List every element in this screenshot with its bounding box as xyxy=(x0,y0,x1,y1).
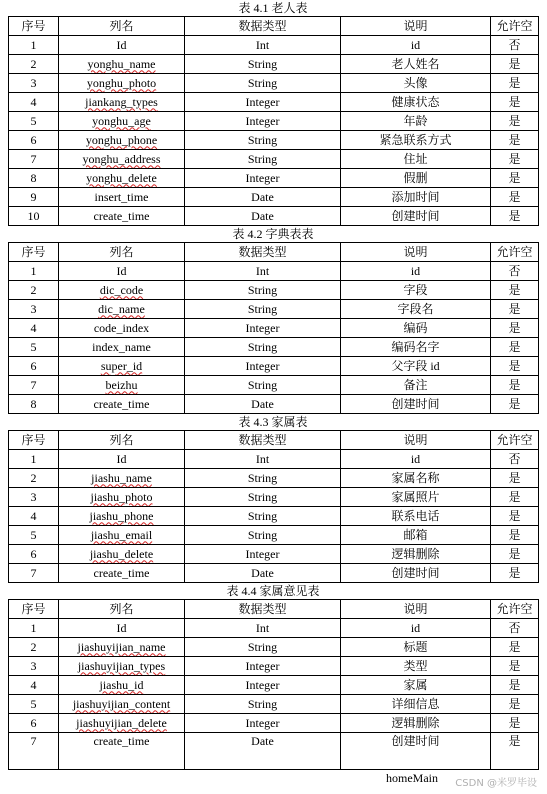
table-cell: 假删 xyxy=(341,169,491,188)
table-cell: 4 xyxy=(9,93,59,112)
table-cell: 邮箱 xyxy=(341,526,491,545)
table-cell: 是 xyxy=(491,714,539,733)
column-header: 序号 xyxy=(9,431,59,450)
table-cell: jiashuyijian_name xyxy=(59,638,185,657)
table-cell: String xyxy=(185,488,341,507)
table-cell: 是 xyxy=(491,733,539,770)
table-cell: Integer xyxy=(185,112,341,131)
table-cell: 是 xyxy=(491,545,539,564)
table-cell: 健康状态 xyxy=(341,93,491,112)
table-cell: String xyxy=(185,131,341,150)
table-cell: 住址 xyxy=(341,150,491,169)
table-cell: 2 xyxy=(9,638,59,657)
table-cell: String xyxy=(185,376,341,395)
table-cell: 否 xyxy=(491,450,539,469)
table-cell: 编码名字 xyxy=(341,338,491,357)
table-cell: 5 xyxy=(9,695,59,714)
table-cell: dic_code xyxy=(59,281,185,300)
table-row xyxy=(9,657,539,676)
table-cell: jiashu_photo xyxy=(59,488,185,507)
table-cell: 否 xyxy=(491,36,539,55)
table-cell: jiashu_email xyxy=(59,526,185,545)
table-cell: 是 xyxy=(491,300,539,319)
header-row xyxy=(9,600,539,619)
table-cell: Int xyxy=(185,619,341,638)
table-cell: yonghu_address xyxy=(59,150,185,169)
table-cell: 家属照片 xyxy=(341,488,491,507)
table-cell: 是 xyxy=(491,188,539,207)
column-header: 说明 xyxy=(341,431,491,450)
table-cell: Date xyxy=(185,207,341,226)
table-cell: 老人姓名 xyxy=(341,55,491,74)
table-cell: dic_name xyxy=(59,300,185,319)
table-row xyxy=(9,526,539,545)
column-header: 允许空 xyxy=(491,431,539,450)
table-cell: String xyxy=(185,300,341,319)
column-header: 列名 xyxy=(59,17,185,36)
table-cell: Date xyxy=(185,564,341,583)
table-cell: 6 xyxy=(9,714,59,733)
table-cell: 联系电话 xyxy=(341,507,491,526)
table-cell: Int xyxy=(185,36,341,55)
table-caption: 表 4.1 老人表 xyxy=(238,1,308,15)
table-cell: 年龄 xyxy=(341,112,491,131)
table-cell: 1 xyxy=(9,262,59,281)
table-cell: 7 xyxy=(9,733,59,770)
table-cell: 是 xyxy=(491,657,539,676)
header-row xyxy=(9,243,539,262)
table-cell: yonghu_delete xyxy=(59,169,185,188)
table-cell: 7 xyxy=(9,564,59,583)
table-cell: 6 xyxy=(9,545,59,564)
table-cell: 备注 xyxy=(341,376,491,395)
table-cell: Id xyxy=(59,36,185,55)
table-cell: 3 xyxy=(9,488,59,507)
table-row xyxy=(9,281,539,300)
data-table xyxy=(8,16,539,226)
table-cell: Date xyxy=(185,733,341,770)
table-cell: 是 xyxy=(491,150,539,169)
table-cell: 逻辑删除 xyxy=(341,714,491,733)
table-cell: 是 xyxy=(491,207,539,226)
table-cell: jiashuyijian_content xyxy=(59,695,185,714)
table-row xyxy=(9,733,539,770)
table-cell: 是 xyxy=(491,676,539,695)
table-cell: Integer xyxy=(185,545,341,564)
header-row xyxy=(9,431,539,450)
table-cell: 头像 xyxy=(341,74,491,93)
data-table xyxy=(8,599,539,770)
table-cell: 2 xyxy=(9,469,59,488)
table-cell: Integer xyxy=(185,169,341,188)
table-cell: yonghu_age xyxy=(59,112,185,131)
table-cell: String xyxy=(185,507,341,526)
table-row xyxy=(9,93,539,112)
table-cell: 创建时间 xyxy=(341,733,491,770)
table-row xyxy=(9,619,539,638)
table-row xyxy=(9,74,539,93)
table-cell: create_time xyxy=(59,207,185,226)
table-cell: String xyxy=(185,150,341,169)
column-header: 允许空 xyxy=(491,600,539,619)
table-cell: 创建时间 xyxy=(341,564,491,583)
csdn-watermark: CSDN @米罗毕设 xyxy=(455,778,537,789)
table-cell: jiashu_id xyxy=(59,676,185,695)
table-cell: 是 xyxy=(491,281,539,300)
table-cell: 字段 xyxy=(341,281,491,300)
table-cell: id xyxy=(341,36,491,55)
table-row xyxy=(9,357,539,376)
table-cell: 7 xyxy=(9,376,59,395)
table-cell: jiashuyijian_delete xyxy=(59,714,185,733)
table-cell: 是 xyxy=(491,93,539,112)
table-cell: 3 xyxy=(9,300,59,319)
column-header: 说明 xyxy=(341,17,491,36)
table-row xyxy=(9,36,539,55)
table-cell: yonghu_photo xyxy=(59,74,185,93)
table-caption: 表 4.3 家属表 xyxy=(238,415,308,429)
table-cell: 是 xyxy=(491,395,539,414)
table-cell: Id xyxy=(59,262,185,281)
table-cell: beizhu xyxy=(59,376,185,395)
table-cell: 编码 xyxy=(341,319,491,338)
table-cell: 7 xyxy=(9,150,59,169)
column-header: 数据类型 xyxy=(185,431,341,450)
column-header: 序号 xyxy=(9,600,59,619)
table-cell: Date xyxy=(185,188,341,207)
table-cell: 字段名 xyxy=(341,300,491,319)
table-cell: 5 xyxy=(9,526,59,545)
table-cell: String xyxy=(185,469,341,488)
table-cell: 是 xyxy=(491,338,539,357)
column-header: 列名 xyxy=(59,243,185,262)
table-cell: 是 xyxy=(491,526,539,545)
table-cell: String xyxy=(185,638,341,657)
table-cell: Date xyxy=(185,395,341,414)
table-cell: 创建时间 xyxy=(341,207,491,226)
table-cell: 紧急联系方式 xyxy=(341,131,491,150)
table-cell: Id xyxy=(59,619,185,638)
table-cell: jiashu_name xyxy=(59,469,185,488)
table-cell: String xyxy=(185,74,341,93)
table-cell: 是 xyxy=(491,638,539,657)
column-header: 数据类型 xyxy=(185,17,341,36)
table-cell: 是 xyxy=(491,507,539,526)
table-cell: yonghu_name xyxy=(59,55,185,74)
table-cell: 创建时间 xyxy=(341,395,491,414)
table-cell: 是 xyxy=(491,469,539,488)
table-cell: yonghu_phone xyxy=(59,131,185,150)
table-row xyxy=(9,131,539,150)
table-row xyxy=(9,169,539,188)
table-cell: 是 xyxy=(491,376,539,395)
table-row xyxy=(9,207,539,226)
table-cell: 是 xyxy=(491,74,539,93)
table-cell: 2 xyxy=(9,281,59,300)
table-cell: jiashu_delete xyxy=(59,545,185,564)
table-cell: 逻辑删除 xyxy=(341,545,491,564)
table-row xyxy=(9,338,539,357)
column-header: 允许空 xyxy=(491,243,539,262)
table-cell: 6 xyxy=(9,357,59,376)
table-cell: 家属 xyxy=(341,676,491,695)
table-cell: 4 xyxy=(9,676,59,695)
table-caption: 表 4.4 家属意见表 xyxy=(226,584,320,598)
table-row xyxy=(9,714,539,733)
table-cell: create_time xyxy=(59,564,185,583)
table-cell: String xyxy=(185,526,341,545)
table-cell: 否 xyxy=(491,619,539,638)
table-cell: 是 xyxy=(491,488,539,507)
table-row xyxy=(9,638,539,657)
table-cell: 4 xyxy=(9,507,59,526)
column-header: 列名 xyxy=(59,600,185,619)
table-row xyxy=(9,469,539,488)
table-row xyxy=(9,676,539,695)
table-cell: super_id xyxy=(59,357,185,376)
header-row xyxy=(9,17,539,36)
data-table xyxy=(8,242,539,414)
table-cell: 4 xyxy=(9,319,59,338)
table-cell: 是 xyxy=(491,319,539,338)
table-cell: 1 xyxy=(9,619,59,638)
table-cell: 5 xyxy=(9,112,59,131)
table-cell: 是 xyxy=(491,112,539,131)
overlay-text: homeMain xyxy=(386,771,438,785)
table-cell: 父字段 id xyxy=(341,357,491,376)
table-cell: 10 xyxy=(9,207,59,226)
table-cell: Integer xyxy=(185,657,341,676)
document-body xyxy=(8,0,538,770)
table-row xyxy=(9,319,539,338)
table-cell: jiankang_types xyxy=(59,93,185,112)
table-cell: 添加时间 xyxy=(341,188,491,207)
table-cell: 8 xyxy=(9,395,59,414)
table-cell: 详细信息 xyxy=(341,695,491,714)
column-header: 允许空 xyxy=(491,17,539,36)
table-cell: Int xyxy=(185,262,341,281)
table-cell: 9 xyxy=(9,188,59,207)
column-header: 列名 xyxy=(59,431,185,450)
table-cell: 是 xyxy=(491,131,539,150)
table-cell: 3 xyxy=(9,657,59,676)
table-row xyxy=(9,545,539,564)
table-cell: String xyxy=(185,695,341,714)
table-cell: 标题 xyxy=(341,638,491,657)
column-header: 序号 xyxy=(9,243,59,262)
table-row xyxy=(9,112,539,131)
table-row xyxy=(9,695,539,714)
table-caption: 表 4.2 字典表表 xyxy=(232,227,314,241)
table-cell: 是 xyxy=(491,357,539,376)
table-cell: id xyxy=(341,262,491,281)
column-header: 说明 xyxy=(341,243,491,262)
table-row xyxy=(9,507,539,526)
table-cell: 1 xyxy=(9,36,59,55)
table-cell: 8 xyxy=(9,169,59,188)
table-row xyxy=(9,564,539,583)
table-row xyxy=(9,55,539,74)
table-row xyxy=(9,300,539,319)
table-cell: 5 xyxy=(9,338,59,357)
table-cell: insert_time xyxy=(59,188,185,207)
table-cell: index_name xyxy=(59,338,185,357)
table-row xyxy=(9,376,539,395)
table-cell: Integer xyxy=(185,319,341,338)
table-cell: code_index xyxy=(59,319,185,338)
table-row xyxy=(9,488,539,507)
table-cell: 类型 xyxy=(341,657,491,676)
table-cell: 是 xyxy=(491,55,539,74)
table-cell: 3 xyxy=(9,74,59,93)
table-row xyxy=(9,450,539,469)
table-cell: 是 xyxy=(491,695,539,714)
column-header: 序号 xyxy=(9,17,59,36)
column-header: 数据类型 xyxy=(185,600,341,619)
table-cell: id xyxy=(341,450,491,469)
table-row xyxy=(9,262,539,281)
table-cell: Integer xyxy=(185,714,341,733)
table-cell: 是 xyxy=(491,564,539,583)
table-cell: String xyxy=(185,55,341,74)
data-table xyxy=(8,430,539,583)
table-row xyxy=(9,395,539,414)
table-cell: Id xyxy=(59,450,185,469)
table-cell: 2 xyxy=(9,55,59,74)
table-cell: Integer xyxy=(185,676,341,695)
table-row xyxy=(9,150,539,169)
table-cell: Integer xyxy=(185,93,341,112)
table-cell: jiashuyijian_types xyxy=(59,657,185,676)
column-header: 说明 xyxy=(341,600,491,619)
table-cell: String xyxy=(185,338,341,357)
table-cell: 1 xyxy=(9,450,59,469)
table-cell: create_time xyxy=(59,395,185,414)
table-cell: String xyxy=(185,281,341,300)
table-cell: create_time xyxy=(59,733,185,770)
table-cell: Int xyxy=(185,450,341,469)
table-cell: 否 xyxy=(491,262,539,281)
table-cell: 家属名称 xyxy=(341,469,491,488)
table-cell: 6 xyxy=(9,131,59,150)
table-cell: id xyxy=(341,619,491,638)
column-header: 数据类型 xyxy=(185,243,341,262)
table-cell: 是 xyxy=(491,169,539,188)
table-row xyxy=(9,188,539,207)
table-cell: Integer xyxy=(185,357,341,376)
table-cell: jiashu_phone xyxy=(59,507,185,526)
